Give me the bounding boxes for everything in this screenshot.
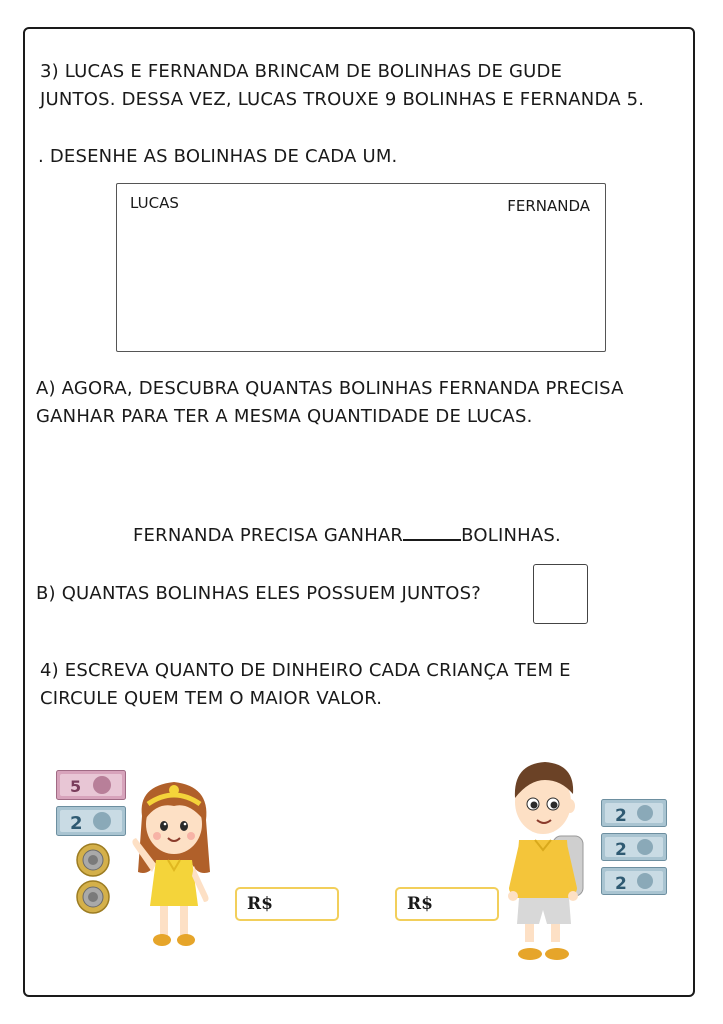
worksheet-frame [23,27,695,997]
drawing-area[interactable] [116,183,606,352]
svg-text:2: 2 [615,840,627,860]
boy-money-answer-box[interactable] [395,887,499,921]
girl-illustration [128,776,220,954]
q3b-question: B) QUANTAS BOLINHAS ELES POSSUEM JUNTOS? [36,583,481,604]
girl-currency-label: R$ [247,894,273,914]
boy-currency-label: R$ [407,894,433,914]
banknote-2-reais [601,867,667,895]
boy-illustration [505,758,589,964]
q3a-answer-sentence [133,521,561,550]
svg-text:5: 5 [70,777,82,796]
svg-text:2: 2 [615,874,627,894]
banknote-2-reais [56,806,126,836]
banknote-5-reais [56,770,126,800]
drawing-label-fernanda: FERNANDA [507,197,590,215]
coin-1-real [76,843,110,877]
q4-line-2: CIRCULE QUEM TEM O MAIOR VALOR. [40,688,383,709]
q4-line-1: 4) ESCREVA QUANTO DE DINHEIRO CADA CRIANÇA TEM E [40,660,571,681]
q3-instruction: . DESENHE AS BOLINHAS DE CADA UM. [38,146,398,167]
q3a-line-2: GANHAR PARA TER A MESMA QUANTIDADE DE LUCAS. [36,406,533,427]
q3-line-2: JUNTOS. DESSA VEZ, LUCAS TROUXE 9 BOLINHAS E FERNANDA 5. [40,89,645,110]
svg-text:2: 2 [70,813,83,834]
girl-money-answer-box[interactable] [235,887,339,921]
banknote-2-reais [601,833,667,861]
svg-text:2: 2 [615,806,627,826]
q3a-answer-prefix: FERNANDA PRECISA GANHAR [133,525,404,546]
banknote-2-reais [601,799,667,827]
q3b-answer-box[interactable] [533,564,588,624]
drawing-label-lucas: LUCAS [130,194,179,212]
q3a-line-1: A) AGORA, DESCUBRA QUANTAS BOLINHAS FERNANDA PRECISA [36,378,624,399]
q3a-answer-blank[interactable] [403,521,461,541]
q3-line-1: 3) LUCAS E FERNANDA BRINCAM DE BOLINHAS DE GUDE [40,61,563,82]
q3a-answer-suffix: BOLINHAS. [461,525,561,546]
coin-1-real [76,880,110,914]
